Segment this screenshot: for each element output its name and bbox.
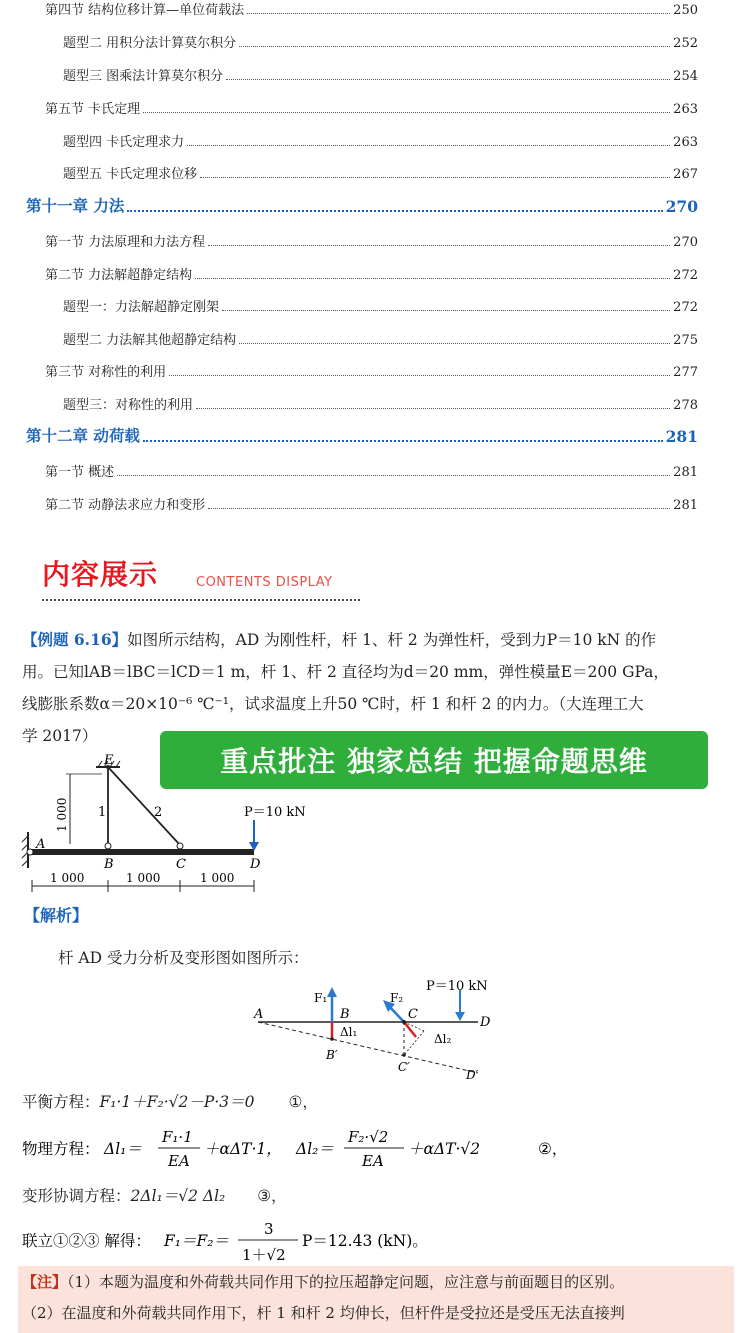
svg-text:2: 2	[154, 805, 163, 820]
svg-text:D′: D′	[466, 1068, 479, 1082]
toc-entry[interactable]: 题型二 用积分法计算莫尔积分 252	[63, 36, 698, 51]
svg-text:1: 1	[98, 805, 107, 820]
svg-text:B′: B′	[326, 1048, 338, 1062]
svg-text:P＝10 kN: P＝10 kN	[244, 805, 306, 820]
structure-figure	[18, 752, 328, 897]
svg-text:1 000: 1 000	[200, 871, 235, 885]
toc-entry[interactable]: 第一节 概述 281	[45, 465, 698, 480]
svg-text:D: D	[480, 1015, 491, 1030]
bar-2	[108, 767, 180, 845]
toc-entry[interactable]: 第二节 力法解超静定结构 272	[45, 268, 698, 283]
svg-text:＋αΔT·1，: ＋αΔT·1，	[204, 1140, 282, 1158]
analysis-intro: 杆 AD 受力分析及变形图如图所示：	[58, 949, 309, 967]
example-line-4: 学 2017）	[22, 727, 98, 745]
example-line-3: 线膨胀系数α＝20×10⁻⁶ ℃⁻¹，试求温度上升50 ℃时，杆 1 和杆 2 的内力。（大连理工大	[22, 695, 644, 713]
svg-text:C: C	[176, 857, 186, 872]
note-line-1: 【注】（1）本题为温度和外荷载共同作用下的拉压超静定问题，应注意与前面题目的区别。	[22, 1273, 625, 1291]
toc-chapter[interactable]: 第十一章 力法 270	[26, 196, 698, 216]
svg-text:Δl₁: Δl₁	[340, 1025, 358, 1039]
svg-text:EA: EA	[362, 1152, 384, 1170]
toc-entry[interactable]: 题型三：对称性的利用 278	[63, 398, 698, 413]
analysis-label: 【解析】	[24, 906, 89, 925]
svg-text:1 000: 1 000	[55, 797, 69, 832]
svg-text:F₂·√2: F₂·√2	[348, 1128, 389, 1146]
equation-compatibility: 变形协调方程：2Δl₁＝√2 Δl₂ ③，	[22, 1187, 287, 1205]
toc-entry[interactable]: 第三节 对称性的利用 277	[45, 365, 698, 380]
svg-text:C: C	[408, 1007, 418, 1022]
toc-entry[interactable]: 题型二 力法解其他超静定结构 275	[63, 333, 698, 348]
svg-text:Δl₂＝: Δl₂＝	[296, 1140, 334, 1158]
svg-text:F₂: F₂	[390, 991, 404, 1005]
promo-banner: 重点批注 独家总结 把握命题思维	[160, 731, 708, 789]
equation-physical	[18, 1122, 618, 1176]
svg-text:P＝10 kN: P＝10 kN	[426, 979, 488, 994]
toc-chapter[interactable]: 第十二章 动荷载 281	[26, 426, 698, 446]
note-tag: 【注】	[22, 1273, 68, 1291]
svg-text:F₁＝F₂＝: F₁＝F₂＝	[164, 1232, 229, 1250]
svg-text:A: A	[36, 837, 46, 852]
section-subtitle: CONTENTS DISPLAY	[196, 575, 333, 590]
toc-entry[interactable]: 第四节 结构位移计算—单位荷载法 250	[45, 3, 698, 18]
deformation-figure	[250, 975, 500, 1085]
svg-text:Δl₂: Δl₂	[434, 1032, 452, 1046]
example-tag: 【例题 6.16】	[22, 630, 128, 649]
svg-text:1 000: 1 000	[50, 871, 85, 885]
toc-entry[interactable]: 题型一：力法解超静定刚架 272	[63, 300, 698, 315]
toc-entry[interactable]: 题型四 卡氏定理求力 263	[63, 135, 698, 150]
dl2-segment	[404, 1022, 416, 1037]
toc-entry[interactable]: 第二节 动静法求应力和变形 281	[45, 498, 698, 513]
svg-text:1＋√2: 1＋√2	[242, 1246, 286, 1264]
svg-text:EA: EA	[168, 1152, 190, 1170]
svg-text:1 000: 1 000	[126, 871, 161, 885]
svg-text:F₁·1: F₁·1	[162, 1128, 193, 1146]
svg-text:3: 3	[264, 1220, 274, 1238]
example-line-1: 【例题 6.16】如图所示结构，AD 为刚性杆，杆 1、杆 2 为弹性杆，受到力P＝10 kN 的作	[22, 630, 657, 649]
toc-entry[interactable]: 题型五 卡氏定理求位移 267	[63, 167, 698, 182]
example-line-2: 用。已知lAB＝lBC＝lCD＝1 m，杆 1、杆 2 直径均为d＝20 mm，弹性模量E＝200 GPa，	[22, 663, 669, 681]
svg-text:A: A	[254, 1007, 264, 1022]
svg-text:Δl₁＝: Δl₁＝	[104, 1140, 142, 1158]
toc-entry[interactable]: 第五节 卡氏定理 263	[45, 102, 698, 117]
svg-text:B: B	[340, 1007, 350, 1022]
svg-text:②，: ②，	[538, 1140, 568, 1158]
svg-text:物理方程：: 物理方程：	[22, 1140, 100, 1158]
toc-entry[interactable]: 第一节 力法原理和力法方程 270	[45, 235, 698, 250]
svg-text:D: D	[250, 857, 261, 872]
note-line-2: （2）在温度和外荷载共同作用下，杆 1 和杆 2 均伸长，但杆件是受拉还是受压无法直接判	[22, 1304, 625, 1322]
equation-balance: 平衡方程：F₁·1＋F₂·√2－P·3＝0 ①，	[22, 1093, 318, 1111]
svg-text:B: B	[104, 857, 114, 872]
section-divider	[42, 599, 360, 601]
note-box	[18, 1266, 734, 1333]
svg-text:C′: C′	[398, 1060, 410, 1074]
toc-entry[interactable]: 题型三 图乘法计算莫尔积分 254	[63, 69, 698, 84]
svg-text:F₁: F₁	[314, 991, 328, 1005]
equation-solution	[18, 1214, 518, 1268]
section-title: 内容展示	[42, 558, 159, 591]
svg-text:联立①②③ 解得：: 联立①②③ 解得：	[22, 1232, 151, 1250]
svg-text:＋αΔT·√2: ＋αΔT·√2	[408, 1140, 481, 1158]
svg-text:P＝12.43 (kN)。: P＝12.43 (kN)。	[302, 1232, 428, 1250]
svg-text:E: E	[104, 753, 114, 768]
